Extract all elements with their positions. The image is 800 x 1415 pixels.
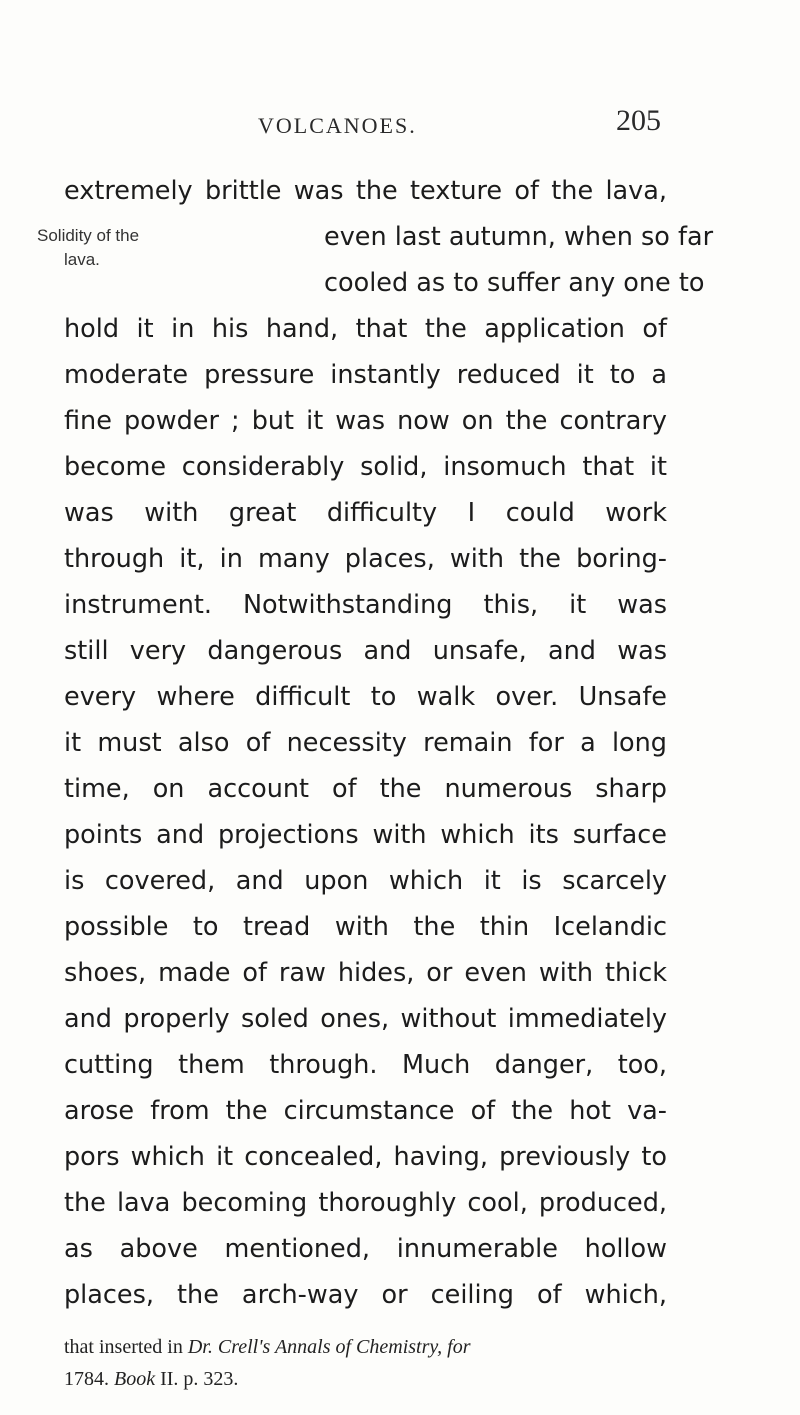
- body-line: places, the arch-way or ceiling of which,: [64, 1280, 667, 1310]
- body-line: the lava becoming thoroughly cool, produced,: [64, 1188, 667, 1218]
- body-line: time, on account of the numerous sharp: [64, 774, 667, 804]
- footnote-line: [64, 1362, 664, 1396]
- margin-note-line: Solidity of the: [37, 226, 140, 245]
- page-number: 205: [616, 104, 661, 137]
- margin-note-line: lava.: [64, 250, 100, 269]
- footnote-text: that inserted in: [64, 1336, 188, 1358]
- body-line: shoes, made of raw hides, or even with thick: [64, 958, 667, 988]
- footnote-text: 1784.: [64, 1368, 114, 1390]
- body-line: become considerably solid, insomuch that it: [64, 452, 667, 482]
- body-line: extremely brittle was the texture of the lava,: [64, 176, 667, 206]
- body-line: is covered, and upon which it is scarcely: [64, 866, 667, 896]
- body-line: was with great difficulty I could work: [64, 498, 667, 528]
- body-line: hold it in his hand, that the application of: [64, 314, 667, 344]
- body-line: arose from the circumstance of the hot va-: [64, 1096, 667, 1126]
- body-line: it must also of necessity remain for a long: [64, 728, 667, 758]
- footnote-citation: Dr. Crell's Annals of Chemistry, for: [187, 1336, 471, 1358]
- body-line: even last autumn, when so far: [324, 222, 714, 252]
- body-line: moderate pressure instantly reduced it to a: [64, 360, 667, 390]
- body-line: through it, in many places, with the boring-: [64, 544, 667, 574]
- running-title: VOLCANOES.: [258, 113, 417, 138]
- body-line: and properly soled ones, without immediately: [64, 1004, 667, 1034]
- margin-note: [37, 224, 139, 272]
- body-line: cooled as to suffer any one to: [324, 268, 705, 298]
- body-line: as above mentioned, innumerable hollow: [64, 1234, 667, 1264]
- footnote-text: II. p. 323.: [155, 1368, 239, 1390]
- footnote-citation: Book: [114, 1368, 156, 1390]
- footnote-line: [64, 1330, 664, 1364]
- body-line: possible to tread with the thin Icelandic: [64, 912, 667, 942]
- body-line: points and projections with which its surface: [64, 820, 667, 850]
- body-line: cutting them through. Much danger, too,: [64, 1050, 667, 1080]
- body-line: instrument. Notwithstanding this, it was: [64, 590, 667, 620]
- body-line: pors which it concealed, having, previously to: [64, 1142, 667, 1172]
- body-line: fine powder ; but it was now on the contrary: [64, 406, 667, 436]
- body-line: still very dangerous and unsafe, and was: [64, 636, 667, 666]
- body-line: every where difficult to walk over. Unsafe: [64, 682, 667, 712]
